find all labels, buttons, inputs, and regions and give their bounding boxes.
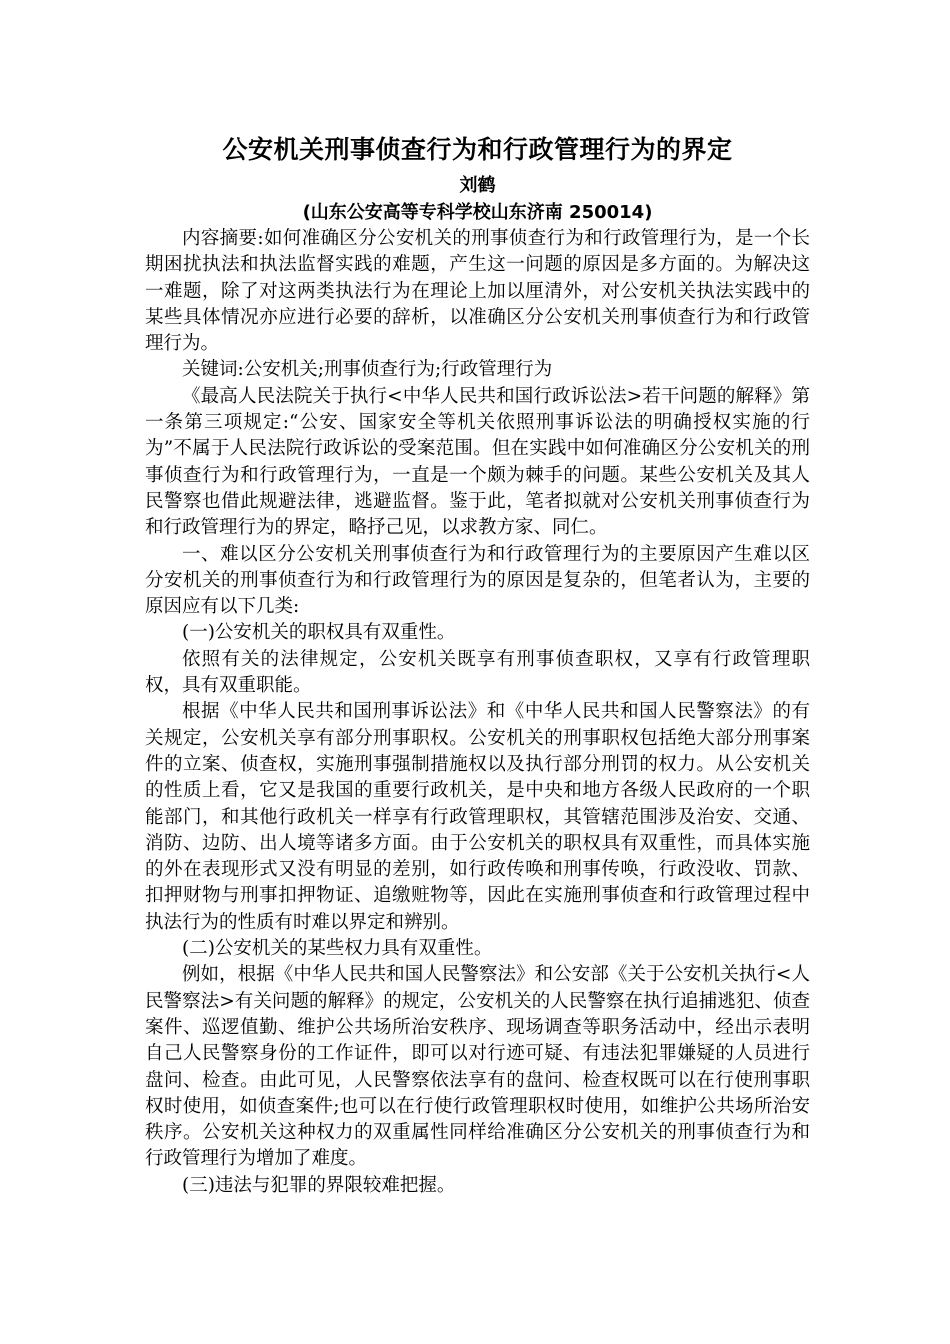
subsection-heading: (二)公安机关的某些权力具有双重性。	[182, 938, 493, 960]
subsection-heading: (一)公安机关的职权具有双重性。	[182, 622, 456, 644]
section-heading-paragraph: 一、难以区分公安机关刑事侦查行为和行政管理行为的主要原因产生难以区分安机关的刑事侦查行为和行政管理行为的原因是复杂的，但笔者认为，主要的原因应有以下几类:	[145, 543, 810, 618]
author-name: 刘鹤	[459, 175, 496, 196]
body-paragraph: 根据《中华人民共和国刑事诉讼法》和《中华人民共和国人民警察法》的有关规定，公安机关享有部分刑事职权。公安机关的刑事职权包括绝大部分刑事案件的立案、侦查权，实施刑事强制措施权以及执行部分刑罚的权力。从公安机关的性质上看，它又是我国的重要行政机关，是中央和地方各级人民政府的一个职能部门，和其他行政机关一样享有行政管理职权，其管辖范围涉及治安、交通、消防、边防、出人境等诸多方面。由于公安机关的职权具有双重性，而具体实施的外在表现形式又没有明显的差别，如行政传唤和刑事传唤，行政没收、罚款、扣押财物与刑事扣押物证、追缴赃物等，因此在实施刑事侦查和行政管理过程中执法行为的性质有时难以界定和辨别。	[145, 701, 810, 933]
document-body	[145, 226, 810, 1199]
document-title: 公安机关刑事侦查行为和行政管理行为的界定	[222, 135, 733, 164]
subsection-heading: (三)违法与犯罪的界限较难把握。	[182, 1174, 456, 1196]
body-paragraph: 依照有关的法律规定，公安机关既享有刑事侦查职权，又享有行政管理职权，具有双重职能。	[145, 648, 810, 697]
document-content	[145, 128, 810, 1199]
abstract-paragraph: 内容摘要:如何准确区分公安机关的刑事侦查行为和行政管理行为，是一个长期困扰执法和执法监督实践的难题，产生这一问题的原因是多方面的。为解决这一难题，除了对这两类执法行为在理论上加以厘清外，对公安机关执法实践中的某些具体情况亦应进行必要的辞析，以准确区分公安机关刑事侦查行为和行政管理行为。	[145, 228, 810, 355]
body-paragraph: 例如，根据《中华人民共和国人民警察法》和公安部《关于公安机关执行<人民警察法>有关问题的解释》的规定，公安机关的人民警察在执行追捕逃犯、侦查案件、巡逻值勤、维护公共场所治安秩序、现场调查等职务活动中，经出示表明自己人民警察身份的工作证件，即可以对行迹可疑、有违法犯罪嫌疑的人员进行盘问、检查。由此可见，人民警察依法享有的盘问、检查权既可以在行使刑事职权时使用，如侦查案件;也可以在行使行政管理职权时使用，如维护公共场所治安秩序。公安机关这种权力的双重属性同样给准确区分公安机关的刑事侦查行为和行政管理行为增加了难度。	[145, 964, 810, 1170]
author-affiliation: (山东公安高等专科学校山东济南 250014)	[302, 202, 653, 223]
keywords-paragraph: 关键词:公安机关;刑事侦查行为;行政管理行为	[182, 359, 553, 381]
body-paragraph: 《最高人民法院关于执行<中华人民共和国行政诉讼法>若干问题的解释》第一条第三项规定:“公安、国家安全等机关依照刑事诉讼法的明确授权实施的行为”不属于人民法院行政诉讼的受案范围。但在实践中如何准确区分公安机关的刑事侦查行为和行政管理行为，一直是一个颇为棘手的问题。某些公安机关及其人民警察也借此规避法律，逃避监督。鉴于此，笔者拟就对公安机关刑事侦查行为和行政管理行为的界定，略抒己见，以求教方家、同仁。	[145, 385, 810, 539]
